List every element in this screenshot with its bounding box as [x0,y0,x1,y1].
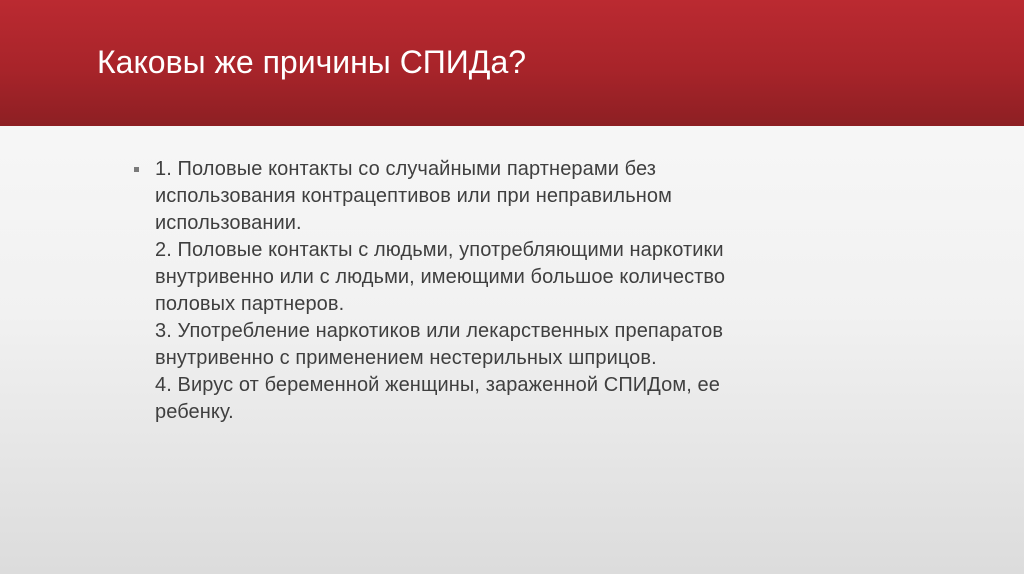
title-bar [0,0,1024,126]
bullet-line: 3. Употребление наркотиков или лекарственных препаратов [155,320,724,342]
bullet-line: 2. Половые контакты с людьми, употребляющими наркотики [155,239,724,261]
bullet-line: ребенку. [155,401,234,423]
bullet-line: 4. Вирус от беременной женщины, зараженной СПИДом, ее [155,374,720,396]
bullet-line: половых партнеров. [155,293,345,315]
slide-content [134,156,874,426]
bullet-item [134,156,874,426]
slide-title: Каковы же причины СПИДа? [97,44,527,80]
bullet-text [155,156,874,426]
bullet-line: использовании. [155,212,302,234]
bullet-line: внутривенно или с людьми, имеющими большое количество [155,266,726,288]
bullet-line: 1. Половые контакты со случайными партнерами без [155,158,657,180]
square-bullet-icon [134,167,139,172]
bullet-line: использования контрацептивов или при неправильном [155,185,672,207]
bullet-line: внутривенно с применением нестерильных шприцов. [155,347,657,369]
